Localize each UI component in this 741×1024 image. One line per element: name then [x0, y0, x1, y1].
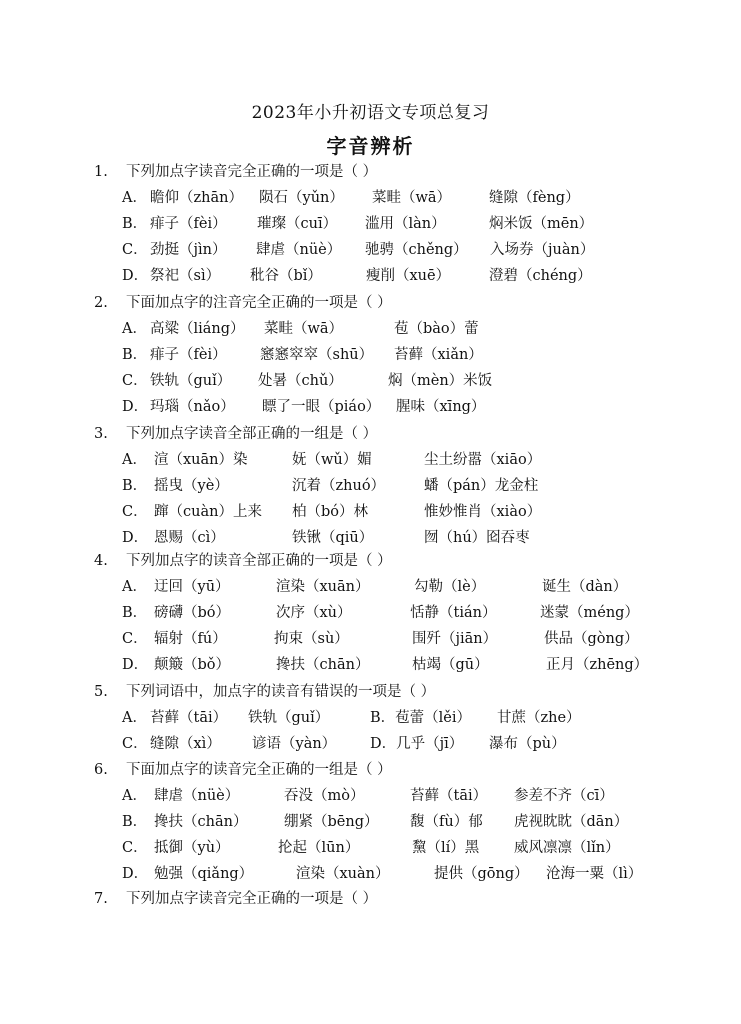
option-item: 拘束（sù）: [274, 631, 349, 647]
option-item: B．苞蕾（lěi）: [370, 710, 472, 726]
option-item: 威风凛凛（lǐn）: [514, 840, 620, 856]
option-label: A．: [122, 579, 147, 595]
question-number: 3.: [94, 426, 108, 442]
question-stem: 下列加点字的读音全部正确的一项是（ ）: [126, 553, 392, 569]
option-item: 肆虐（nüè）: [154, 788, 240, 804]
option-item: 恬静（tián）: [410, 605, 497, 621]
option-item: 澄碧（chéng）: [489, 268, 592, 284]
option-item: 搀扶（chān）: [154, 814, 248, 830]
option-item: 秕谷（bǐ）: [250, 268, 322, 284]
option-item: 惟妙惟肖（xiào）: [424, 504, 542, 520]
option-item: 尘土纷嚣（xiāo）: [424, 452, 542, 468]
question-stem: 下列词语中，加点字的读音有错误的一项是（ ）: [126, 684, 436, 700]
option-label: A．: [122, 190, 147, 206]
question-number: 1.: [94, 164, 108, 180]
option-label: C．: [122, 736, 148, 752]
option-item: 抵御（yù）: [154, 840, 230, 856]
option-item: 苔藓（xiǎn）: [394, 347, 483, 363]
option-item: 妩（wǔ）媚: [292, 452, 372, 468]
option-item: 囫（hú）囵吞枣: [424, 530, 530, 546]
option-item: 谚语（yàn）: [252, 736, 337, 752]
option-item: 勉强（qiǎng）: [154, 866, 254, 882]
option-item: 恩赐（cì）: [154, 530, 225, 546]
option-item: 摇曳（yè）: [154, 478, 229, 494]
question-stem: 下面加点字的注音完全正确的一项是（ ）: [126, 295, 392, 311]
option-label: A．: [122, 710, 147, 726]
option-item: 磅礴（bó）: [154, 605, 231, 621]
question-stem: 下列加点字读音全部正确的一组是（ ）: [126, 426, 378, 442]
option-item: 迂回（yū）: [154, 579, 230, 595]
option-item: 沉着（zhuó）: [292, 478, 386, 494]
option-item: 渲染（xuàn）: [296, 866, 390, 882]
option-item: 渲染（xuān）: [276, 579, 370, 595]
option-item: 陨石（yǔn）: [259, 190, 344, 206]
option-label: C．: [122, 373, 148, 389]
option-item: 瀑布（pù）: [489, 736, 566, 752]
option-label: B．: [122, 478, 148, 494]
option-item: 痱子（fèi）: [150, 216, 227, 232]
option-label: B．: [122, 216, 148, 232]
question-number: 4.: [94, 553, 108, 569]
option-item: 馥（fù）郁: [410, 814, 483, 830]
option-label: C．: [122, 840, 148, 856]
option-item: 诞生（dàn）: [542, 579, 628, 595]
option-item: 祭祀（sì）: [150, 268, 221, 284]
option-item: 绷紧（bēng）: [284, 814, 379, 830]
option-item: 焖（mèn）米饭: [388, 373, 493, 389]
option-item: 高粱（liáng）: [150, 321, 245, 337]
option-label: B．: [122, 814, 148, 830]
option-item: 迷蒙（méng）: [540, 605, 639, 621]
option-item: 腥味（xīng）: [396, 399, 486, 415]
option-item: 焖米饭（mēn）: [489, 216, 594, 232]
option-item: 颠簸（bǒ）: [154, 657, 231, 673]
option-item: 供品（gòng）: [544, 631, 639, 647]
option-item: 瘦削（xuē）: [366, 268, 451, 284]
option-item: 苔藓（tāi）: [410, 788, 488, 804]
option-item: 蹿（cuàn）上来: [154, 504, 262, 520]
option-item: 柏（bó）林: [292, 504, 369, 520]
option-item: 参差不齐（cī）: [514, 788, 614, 804]
option-item: 滥用（làn）: [365, 216, 446, 232]
option-item: 吞没（mò）: [284, 788, 365, 804]
option-item: 菜畦（wā）: [372, 190, 452, 206]
option-item: 肆虐（nüè）: [256, 242, 342, 258]
option-label: D．: [122, 530, 149, 546]
option-label: D．: [122, 866, 149, 882]
option-item: 铁轨（guǐ）: [248, 710, 330, 726]
option-item: 窸窸窣窣（shū）: [260, 347, 374, 363]
option-item: 辐射（fú）: [154, 631, 227, 647]
option-item: 劲挺（jìn）: [150, 242, 227, 258]
option-label: B．: [122, 605, 148, 621]
question-stem: 下面加点字的读音完全正确的一组是（ ）: [126, 762, 392, 778]
question-number: 7.: [94, 891, 108, 907]
worksheet-title: 2023年小升初语文专项总复习: [251, 103, 490, 123]
option-item: 驰骋（chěng）: [365, 242, 468, 258]
option-item: 苞（bào）蕾: [394, 321, 479, 337]
option-item: 蟠（pán）龙金柱: [424, 478, 539, 494]
option-item: 正月（zhēng）: [546, 657, 649, 673]
option-item: 枯竭（gū）: [412, 657, 489, 673]
question-number: 5.: [94, 684, 108, 700]
option-item: 虎视眈眈（dān）: [514, 814, 629, 830]
option-label: C．: [122, 504, 148, 520]
question-number: 2.: [94, 295, 108, 311]
option-label: D．: [122, 657, 149, 673]
worksheet-subtitle: 字音辨析: [326, 134, 415, 158]
option-item: 苔藓（tāi）: [150, 710, 228, 726]
option-item: 缝隙（xì）: [150, 736, 221, 752]
option-item: 抡起（lūn）: [278, 840, 360, 856]
option-item: 玛瑙（nǎo）: [150, 399, 235, 415]
option-item: 菜畦（wā）: [264, 321, 344, 337]
option-label: A．: [122, 788, 147, 804]
option-label: C．: [122, 631, 148, 647]
option-item: D．几乎（jī）: [370, 736, 464, 752]
option-item: 围歼（jiān）: [412, 631, 498, 647]
option-item: 入场券（juàn）: [490, 242, 595, 258]
option-item: 璀璨（cuī）: [257, 216, 338, 232]
option-item: 铁轨（guǐ）: [150, 373, 232, 389]
option-label: A．: [122, 452, 147, 468]
question-stem: 下列加点字读音完全正确的一项是（ ）: [126, 164, 378, 180]
option-label: D．: [122, 268, 149, 284]
option-item: 瞻仰（zhān）: [150, 190, 243, 206]
option-item: 痱子（fèi）: [150, 347, 227, 363]
option-item: 甘蔗（zhe）: [497, 710, 581, 726]
option-item: 勾勒（lè）: [414, 579, 486, 595]
option-item: 处暑（chǔ）: [258, 373, 343, 389]
option-item: 提供（gōng）: [434, 866, 529, 882]
option-label: A．: [122, 321, 147, 337]
option-item: 渲（xuān）染: [154, 452, 248, 468]
option-item: 瞟了一眼（piáo）: [262, 399, 381, 415]
option-label: B．: [122, 347, 148, 363]
option-item: 黧（lí）黑: [412, 840, 480, 856]
option-item: 搀扶（chān）: [276, 657, 370, 673]
option-item: 铁锹（qiū）: [292, 530, 374, 546]
option-label: D．: [122, 399, 149, 415]
question-number: 6.: [94, 762, 108, 778]
option-item: 次序（xù）: [276, 605, 352, 621]
option-label: C．: [122, 242, 148, 258]
option-item: 沧海一粟（lì）: [546, 866, 643, 882]
option-item: 缝隙（fèng）: [489, 190, 580, 206]
question-stem: 下列加点字读音完全正确的一项是（ ）: [126, 891, 378, 907]
